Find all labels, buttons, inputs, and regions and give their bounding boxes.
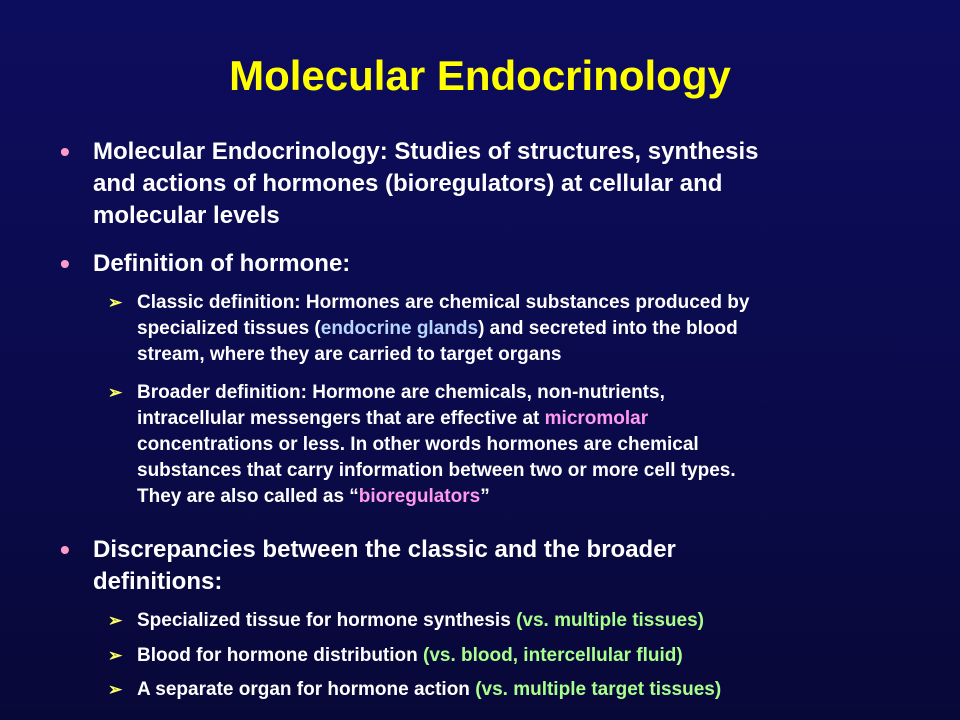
sub-line: substances that carry information between two or more cell types. (137, 460, 736, 481)
text-run: ” (480, 486, 490, 507)
bullet-item-molecular-endocrinology (60, 136, 933, 232)
highlight-endocrine-glands: endocrine glands (320, 318, 479, 339)
bullet-item-definition (60, 248, 933, 280)
sub-item-distribution (108, 643, 937, 669)
bullet-line: Definition of hormone: (93, 250, 351, 277)
bullet-line: molecular levels (93, 202, 280, 229)
text-run: Specialized tissue for hormone synthesis (137, 610, 517, 631)
bullet-icon: • (60, 534, 70, 565)
arrow-bullet-icon: ➢ (108, 293, 123, 312)
arrow-bullet-icon: ➢ (108, 680, 123, 699)
sub-line (137, 484, 937, 510)
text-run: They are also called as “ (137, 486, 359, 507)
sub-item-broader-definition (108, 380, 937, 510)
text-run: intracellular messengers that are effective at (137, 408, 545, 429)
sub-line (137, 406, 937, 432)
sub-line (137, 643, 937, 669)
sub-item-synthesis (108, 608, 937, 634)
text-run: ) and secreted into the blood (478, 318, 738, 339)
bullet-line: Molecular Endocrinology: Studies of structures, synthesis (93, 138, 759, 165)
sub-line: Broader definition: Hormone are chemicals, non-nutrients, (137, 382, 665, 403)
bullet-line: definitions: (93, 568, 223, 595)
sub-item-action (108, 677, 937, 703)
arrow-bullet-icon: ➢ (108, 611, 123, 630)
sub-line: concentrations or less. In other words hormones are chemical (137, 434, 699, 455)
sub-item-classic-definition (108, 290, 937, 368)
highlight-micromolar: micromolar (544, 408, 649, 429)
highlight-vs-blood-intercellular: (vs. blood, intercellular fluid) (423, 645, 683, 666)
text-run: A separate organ for hormone action (137, 679, 476, 700)
slide-title: Molecular Endocrinology (229, 52, 731, 99)
text-run: Blood for hormone distribution (137, 645, 424, 666)
bullet-line: Discrepancies between the classic and the broader (93, 536, 676, 563)
sub-line: stream, where they are carried to target organs (137, 344, 562, 365)
highlight-vs-multiple-tissues: (vs. multiple tissues) (516, 610, 705, 631)
bullet-icon: • (60, 136, 70, 167)
bullet-line: and actions of hormones (bioregulators) at cellular and (93, 170, 723, 197)
arrow-bullet-icon: ➢ (108, 383, 123, 402)
sub-line (137, 677, 937, 703)
bullet-icon: • (60, 248, 70, 279)
sub-line (137, 316, 937, 342)
highlight-vs-multiple-targets: (vs. multiple target tissues) (475, 679, 722, 700)
text-run: specialized tissues ( (137, 318, 321, 339)
arrow-bullet-icon: ➢ (108, 646, 123, 665)
highlight-bioregulators: bioregulators (358, 486, 481, 507)
sub-line: Classic definition: Hormones are chemical substances produced by (137, 292, 750, 313)
sub-line (137, 608, 937, 634)
bullet-item-discrepancies (60, 534, 933, 598)
